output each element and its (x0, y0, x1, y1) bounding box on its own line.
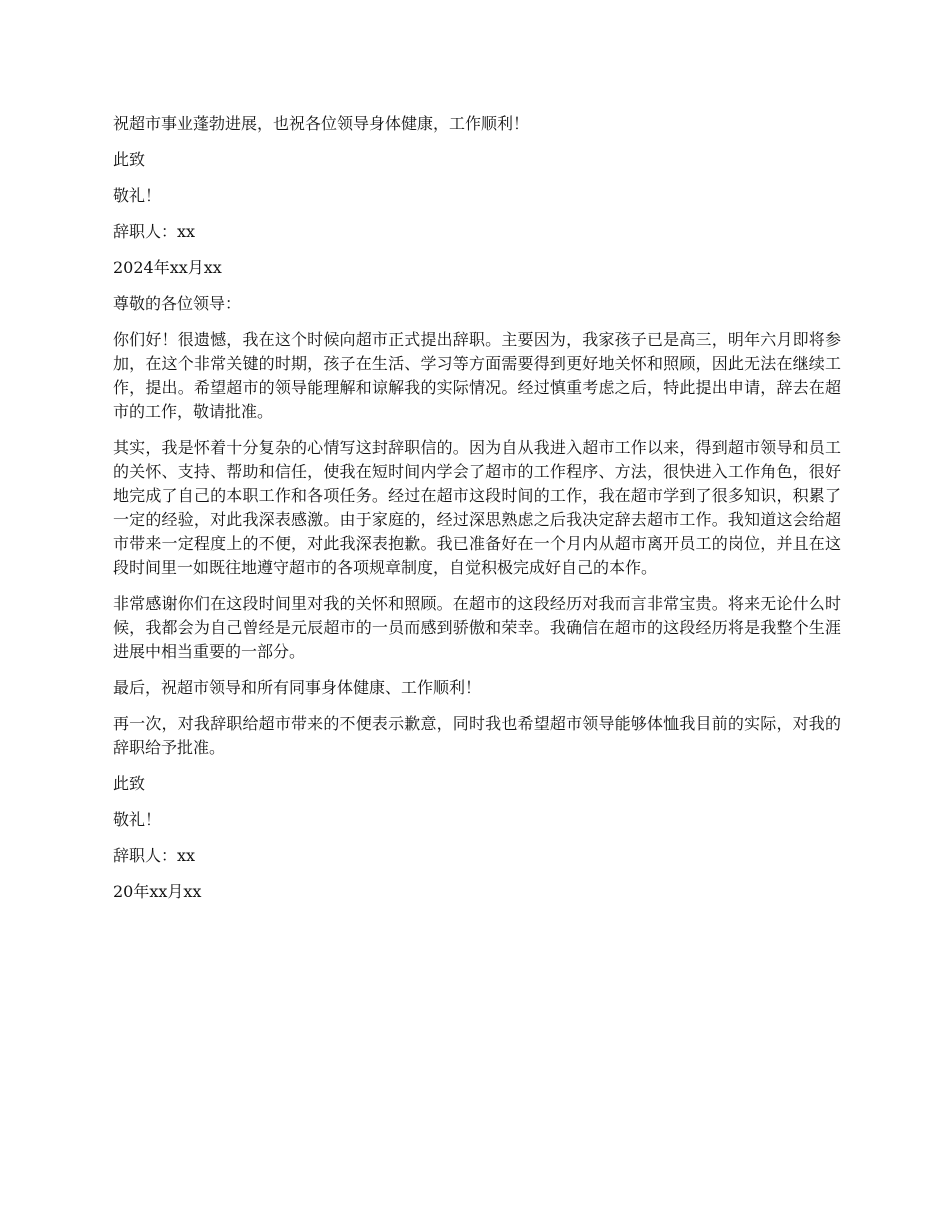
closing-wish-paragraph: 祝超市事业蓬勃进展，也祝各位领导身体健康，工作顺利！ (113, 114, 530, 133)
salutation-cizhi-2: 此致 (113, 774, 146, 793)
salutation-cizhi: 此致 (113, 150, 146, 169)
signature-line-2: 辞职人：xx (113, 846, 196, 865)
final-wish-paragraph: 最后，祝超市领导和所有同事身体健康、工作顺利！ (113, 678, 482, 697)
body-paragraph-1: 你们好！很遗憾，我在这个时候向超市正式提出辞职。主要因为，我家孩子已是高三，明年六月即将参加，在这个非常关键的时期，孩子在生活、学习等方面需要得到更好地关怀和照顾，因此无法在继续工作，提出。希望超市的领导能理解和谅解我的实际情况。经过慎重考虑之后，特此提出申请，辞去在超市的工作，敬请批准。 (113, 330, 841, 421)
date-line-2: 20年xx月xx (113, 882, 202, 901)
document-page (113, 112, 841, 916)
greeting-line: 尊敬的各位领导： (113, 294, 242, 313)
salutation-jingli: 敬礼！ (113, 186, 162, 205)
signature-line: 辞职人：xx (113, 222, 196, 241)
body-paragraph-3: 非常感谢你们在这段时间里对我的关怀和照顾。在超市的这段经历对我而言非常宝贵。将来无论什么时候，我都会为自己曾经是元辰超市的一员而感到骄傲和荣幸。我确信在超市的这段经历将是我整个生涯进展中相当重要的一部分。 (113, 594, 841, 661)
salutation-jingli-2: 敬礼！ (113, 810, 162, 829)
date-line: 2024年xx月xx (113, 258, 222, 277)
apology-paragraph: 再一次，对我辞职给超市带来的不便表示歉意，同时我也希望超市领导能够体恤我目前的实际，对我的辞职给予批准。 (113, 714, 841, 757)
body-paragraph-2: 其实，我是怀着十分复杂的心情写这封辞职信的。因为自从我进入超市工作以来，得到超市领导和员工的关怀、支持、帮助和信任，使我在短时间内学会了超市的工作程序、方法，很快进入工作角色，很好地完成了自己的本职工作和各项任务。经过在超市这段时间的工作，我在超市学到了很多知识，积累了一定的经验，对此我深表感激。由于家庭的，经过深思熟虑之后我决定辞去超市工作。我知道这会给超市带来一定程度上的不便，对此我深表抱歉。我已准备好在一个月内从超市离开员工的岗位，并且在这段时间里一如既往地遵守超市的各项规章制度，自觉积极完成好自己的本作。 (113, 438, 841, 577)
